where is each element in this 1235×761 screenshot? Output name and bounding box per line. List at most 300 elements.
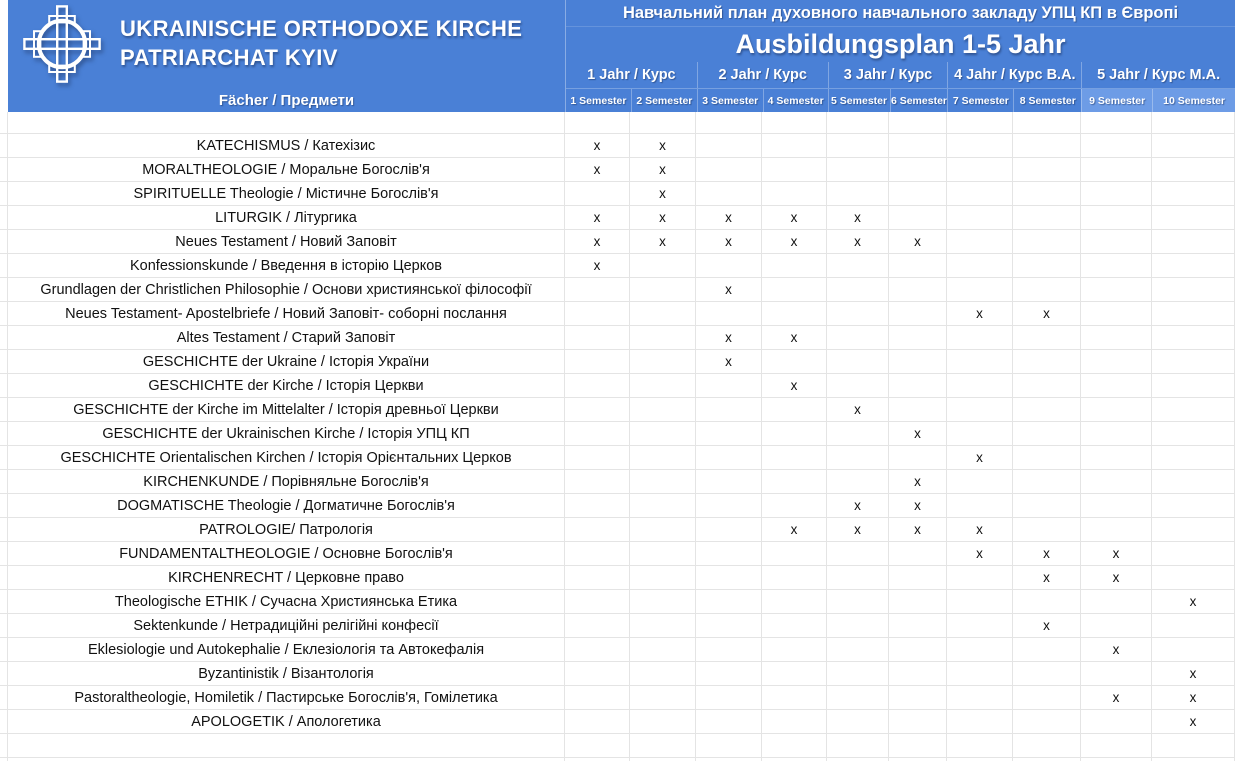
table-row [0, 542, 1235, 566]
mark-cell-sem9 [1081, 590, 1152, 613]
mark-cell-sem10 [1152, 422, 1235, 445]
subject-cell: DOGMATISCHE Theologie / Догматичне Богослів'я [8, 494, 565, 517]
mark-cell-sem9 [1081, 734, 1152, 757]
mark-cell-sem3: x [696, 206, 762, 229]
left-margin-cell [0, 686, 8, 709]
left-margin-cell [0, 494, 8, 517]
mark-cell-sem8 [1013, 326, 1081, 349]
mark-cell-sem9 [1081, 134, 1152, 157]
plan-title-ukrainian: Навчальний план духовного навчального закладу УПЦ КП в Європі [566, 0, 1235, 27]
left-margin-cell [0, 446, 8, 469]
mark-cell-sem2 [630, 422, 696, 445]
mark-cell-sem4 [762, 734, 827, 757]
mark-cell-sem8 [1013, 734, 1081, 757]
subject-cell: FUNDAMENTALTHEOLOGIE / Основне Богослів'я [8, 542, 565, 565]
mark-cell-sem7 [947, 710, 1013, 733]
left-margin-cell [0, 662, 8, 685]
mark-cell-sem4 [762, 398, 827, 421]
mark-cell-sem3 [696, 638, 762, 661]
mark-cell-sem5 [827, 374, 889, 397]
mark-cell-sem3 [696, 134, 762, 157]
org-name-line2: PATRIARCHAT KYIV [120, 45, 338, 70]
subject-cell: GESCHICHTE der Kirche im Mittelalter / Історія древньої Церкви [8, 398, 565, 421]
table-row [0, 686, 1235, 710]
table-row [0, 326, 1235, 350]
mark-cell-sem10 [1152, 470, 1235, 493]
org-name-line1: UKRAINISCHE ORTHODOXE KIRCHE [120, 16, 523, 42]
mark-cell-sem9 [1081, 662, 1152, 685]
semester-header-6: 6 Semester [890, 89, 948, 112]
mark-cell-sem4: x [762, 230, 827, 253]
mark-cell-sem5 [827, 470, 889, 493]
mark-cell-sem9: x [1081, 638, 1152, 661]
mark-cell-sem8 [1013, 350, 1081, 373]
mark-cell-sem8 [1013, 494, 1081, 517]
mark-cell-sem6 [889, 734, 947, 757]
mark-cell-sem2 [630, 254, 696, 277]
mark-cell-sem2 [630, 734, 696, 757]
table-row [0, 638, 1235, 662]
left-margin-cell [0, 278, 8, 301]
mark-cell-sem10 [1152, 112, 1235, 133]
mark-cell-sem2: x [630, 230, 696, 253]
semester-header-10: 10 Semester [1152, 89, 1235, 112]
mark-cell-sem9 [1081, 446, 1152, 469]
mark-cell-sem7 [947, 350, 1013, 373]
mark-cell-sem2 [630, 446, 696, 469]
subject-cell: Sektenkunde / Нетрадиційні релігійні конфесії [8, 614, 565, 637]
mark-cell-sem4 [762, 566, 827, 589]
subject-cell [8, 734, 565, 757]
semester-header-1: 1 Semester [570, 94, 627, 107]
mark-cell-sem1 [565, 350, 630, 373]
mark-cell-sem8 [1013, 662, 1081, 685]
mark-cell-sem2 [630, 278, 696, 301]
table-row [0, 518, 1235, 542]
mark-cell-sem4 [762, 422, 827, 445]
mark-cell-sem6 [889, 134, 947, 157]
mark-cell-sem9 [1081, 182, 1152, 205]
mark-cell-sem6: x [889, 422, 947, 445]
mark-cell-sem3: x [696, 278, 762, 301]
mark-cell-sem1 [565, 710, 630, 733]
table-row [0, 302, 1235, 326]
mark-cell-sem8 [1013, 254, 1081, 277]
mark-cell-sem10 [1152, 134, 1235, 157]
left-margin-cell [0, 542, 8, 565]
mark-cell-sem5 [827, 422, 889, 445]
mark-cell-sem3 [696, 614, 762, 637]
subject-cell: Konfessionskunde / Введення в історію Церков [8, 254, 565, 277]
mark-cell-sem9 [1081, 494, 1152, 517]
mark-cell-sem4: x [762, 326, 827, 349]
table-row [0, 158, 1235, 182]
mark-cell-sem9 [1081, 326, 1152, 349]
mark-cell-sem2: x [630, 206, 696, 229]
mark-cell-sem4 [762, 590, 827, 613]
mark-cell-sem10: x [1152, 662, 1235, 685]
mark-cell-sem6 [889, 112, 947, 133]
mark-cell-sem7: x [947, 302, 1013, 325]
mark-cell-sem3 [696, 590, 762, 613]
mark-cell-sem10 [1152, 302, 1235, 325]
subject-cell: Byzantinistik / Візантологія [8, 662, 565, 685]
mark-cell-sem1 [565, 374, 630, 397]
left-margin-cell [0, 206, 8, 229]
mark-cell-sem6 [889, 638, 947, 661]
mark-cell-sem2 [630, 518, 696, 541]
table-row [0, 470, 1235, 494]
mark-cell-sem2 [630, 112, 696, 133]
mark-cell-sem5 [827, 182, 889, 205]
mark-cell-sem6 [889, 446, 947, 469]
mark-cell-sem9 [1081, 278, 1152, 301]
mark-cell-sem5: x [827, 206, 889, 229]
subject-cell: KATECHISMUS / Катехізис [8, 134, 565, 157]
subject-cell: MORALTHEOLOGIE / Моральне Богослів'я [8, 158, 565, 181]
mark-cell-sem10 [1152, 374, 1235, 397]
mark-cell-sem9 [1081, 518, 1152, 541]
mark-cell-sem7 [947, 254, 1013, 277]
subject-cell: SPIRITUELLE Theologie / Містичне Богослів'я [8, 182, 565, 205]
mark-cell-sem3 [696, 494, 762, 517]
mark-cell-sem7: x [947, 518, 1013, 541]
mark-cell-sem6: x [889, 518, 947, 541]
mark-cell-sem1 [565, 614, 630, 637]
mark-cell-sem4 [762, 112, 827, 133]
mark-cell-sem9 [1081, 470, 1152, 493]
table-row [0, 614, 1235, 638]
mark-cell-sem7 [947, 158, 1013, 181]
mark-cell-sem6 [889, 398, 947, 421]
mark-cell-sem6 [889, 326, 947, 349]
mark-cell-sem6 [889, 662, 947, 685]
mark-cell-sem7 [947, 590, 1013, 613]
mark-cell-sem8 [1013, 470, 1081, 493]
table-row [0, 446, 1235, 470]
table-row [0, 350, 1235, 374]
left-margin-cell [0, 518, 8, 541]
subject-cell: GESCHICHTE der Ukrainischen Kirche / Історія УПЦ КП [8, 422, 565, 445]
mark-cell-sem2 [630, 662, 696, 685]
mark-cell-sem3: x [696, 350, 762, 373]
mark-cell-sem5: x [827, 230, 889, 253]
mark-cell-sem9 [1081, 254, 1152, 277]
mark-cell-sem1: x [565, 230, 630, 253]
mark-cell-sem10 [1152, 566, 1235, 589]
mark-cell-sem6 [889, 590, 947, 613]
mark-cell-sem9 [1081, 350, 1152, 373]
mark-cell-sem1 [565, 182, 630, 205]
mark-cell-sem2 [630, 710, 696, 733]
mark-cell-sem6 [889, 710, 947, 733]
left-margin-cell [0, 350, 8, 373]
semester-header-9: 9 Semester [1081, 89, 1152, 112]
left-margin-cell [0, 112, 8, 133]
mark-cell-sem9 [1081, 614, 1152, 637]
header-right-block [565, 0, 1235, 112]
subject-cell: Altes Testament / Старий Заповіт [8, 326, 565, 349]
semester-header-5: 5 Semester [828, 89, 890, 112]
mark-cell-sem6 [889, 686, 947, 709]
mark-cell-sem9 [1081, 158, 1152, 181]
subject-cell: Eklesiologie und Autokephalie / Еклезіологія та Автокефалія [8, 638, 565, 661]
mark-cell-sem7 [947, 686, 1013, 709]
mark-cell-sem1: x [565, 134, 630, 157]
mark-cell-sem4: x [762, 206, 827, 229]
semester-header-2: 2 Semester [631, 89, 697, 112]
subject-cell: PATROLOGIE/ Патрологія [8, 518, 565, 541]
mark-cell-sem3 [696, 542, 762, 565]
mark-cell-sem10 [1152, 446, 1235, 469]
table-row [0, 662, 1235, 686]
mark-cell-sem3 [696, 302, 762, 325]
mark-cell-sem8 [1013, 206, 1081, 229]
mark-cell-sem4 [762, 134, 827, 157]
mark-cell-sem4 [762, 350, 827, 373]
mark-cell-sem10 [1152, 206, 1235, 229]
mark-cell-sem10: x [1152, 686, 1235, 709]
orthodox-cross-icon [18, 4, 106, 84]
mark-cell-sem6: x [889, 470, 947, 493]
mark-cell-sem4 [762, 470, 827, 493]
semester-header-4: 4 Semester [763, 89, 828, 112]
mark-cell-sem3 [696, 566, 762, 589]
mark-cell-sem9 [1081, 230, 1152, 253]
mark-cell-sem4 [762, 638, 827, 661]
mark-cell-sem7 [947, 662, 1013, 685]
mark-cell-sem8: x [1013, 566, 1081, 589]
left-margin-cell [0, 158, 8, 181]
mark-cell-sem9 [1081, 422, 1152, 445]
mark-cell-sem2: x [630, 158, 696, 181]
mark-cell-sem7 [947, 566, 1013, 589]
mark-cell-sem5 [827, 566, 889, 589]
mark-cell-sem5 [827, 278, 889, 301]
semester-header-8: 8 Semester [1013, 89, 1081, 112]
mark-cell-sem5 [827, 446, 889, 469]
mark-cell-sem9 [1081, 112, 1152, 133]
mark-cell-sem4 [762, 302, 827, 325]
mark-cell-sem5 [827, 326, 889, 349]
mark-cell-sem1 [565, 470, 630, 493]
mark-cell-sem3: x [696, 326, 762, 349]
mark-cell-sem5: x [827, 398, 889, 421]
mark-cell-sem6 [889, 302, 947, 325]
mark-cell-sem10: x [1152, 710, 1235, 733]
mark-cell-sem8 [1013, 518, 1081, 541]
left-margin-cell [0, 734, 8, 757]
mark-cell-sem6 [889, 566, 947, 589]
year-header-1: 1 Jahr / Курс [587, 67, 676, 83]
mark-cell-sem7 [947, 326, 1013, 349]
mark-cell-sem1 [565, 686, 630, 709]
mark-cell-sem9 [1081, 302, 1152, 325]
subject-cell: KIRCHENKUNDE / Порівняльне Богослів'я [8, 470, 565, 493]
mark-cell-sem8 [1013, 422, 1081, 445]
mark-cell-sem10 [1152, 350, 1235, 373]
left-margin-cell [0, 326, 8, 349]
mark-cell-sem6 [889, 278, 947, 301]
mark-cell-sem10 [1152, 278, 1235, 301]
mark-cell-sem7 [947, 734, 1013, 757]
mark-cell-sem7 [947, 422, 1013, 445]
mark-cell-sem4 [762, 686, 827, 709]
mark-cell-sem7 [947, 470, 1013, 493]
subjects-column-header: Fächer / Предмети [218, 91, 355, 109]
subject-cell: GESCHICHTE der Ukraine / Історія України [8, 350, 565, 373]
mark-cell-sem6 [889, 158, 947, 181]
mark-cell-sem8 [1013, 112, 1081, 133]
mark-cell-sem2 [630, 350, 696, 373]
mark-cell-sem5 [827, 686, 889, 709]
mark-cell-sem7 [947, 494, 1013, 517]
mark-cell-sem2 [630, 326, 696, 349]
mark-cell-sem9: x [1081, 686, 1152, 709]
mark-cell-sem8 [1013, 590, 1081, 613]
mark-cell-sem2 [630, 470, 696, 493]
mark-cell-sem2 [630, 638, 696, 661]
mark-cell-sem1 [565, 398, 630, 421]
subject-cell: GESCHICHTE der Kirche / Історія Церкви [8, 374, 565, 397]
mark-cell-sem4: x [762, 518, 827, 541]
mark-cell-sem10: x [1152, 590, 1235, 613]
mark-cell-sem10 [1152, 254, 1235, 277]
mark-cell-sem4 [762, 662, 827, 685]
mark-cell-sem10 [1152, 398, 1235, 421]
mark-cell-sem1: x [565, 206, 630, 229]
mark-cell-sem5 [827, 134, 889, 157]
mark-cell-sem8: x [1013, 614, 1081, 637]
mark-cell-sem10 [1152, 230, 1235, 253]
mark-cell-sem3: x [696, 230, 762, 253]
subject-cell: APOLOGETIK / Апологетика [8, 710, 565, 733]
mark-cell-sem10 [1152, 158, 1235, 181]
mark-cell-sem8 [1013, 158, 1081, 181]
semester-header-3: 3 Semester [697, 89, 763, 112]
mark-cell-sem9: x [1081, 566, 1152, 589]
mark-cell-sem1 [565, 734, 630, 757]
mark-cell-sem5 [827, 350, 889, 373]
table-row [0, 398, 1235, 422]
mark-cell-sem8: x [1013, 302, 1081, 325]
mark-cell-sem3 [696, 662, 762, 685]
mark-cell-sem7 [947, 374, 1013, 397]
mark-cell-sem7 [947, 278, 1013, 301]
mark-cell-sem6: x [889, 494, 947, 517]
table-row [0, 254, 1235, 278]
mark-cell-sem10 [1152, 542, 1235, 565]
left-margin-cell [0, 470, 8, 493]
mark-cell-sem9: x [1081, 542, 1152, 565]
mark-cell-sem10 [1152, 614, 1235, 637]
mark-cell-sem5 [827, 614, 889, 637]
mark-cell-sem3 [696, 686, 762, 709]
mark-cell-sem9 [1081, 374, 1152, 397]
mark-cell-sem1 [565, 302, 630, 325]
left-margin-cell [0, 710, 8, 733]
year-header-5: 5 Jahr / Курс M.A. [1081, 62, 1235, 88]
mark-cell-sem5 [827, 302, 889, 325]
mark-cell-sem1 [565, 638, 630, 661]
year-header-4: 4 Jahr / Курс B.A. [947, 62, 1081, 88]
subject-cell: KIRCHENRECHT / Церковне право [8, 566, 565, 589]
mark-cell-sem7 [947, 230, 1013, 253]
mark-cell-sem7 [947, 398, 1013, 421]
subject-cell: Neues Testament / Новий Заповіт [8, 230, 565, 253]
mark-cell-sem2: x [630, 182, 696, 205]
mark-cell-sem10 [1152, 518, 1235, 541]
mark-cell-sem5 [827, 710, 889, 733]
mark-cell-sem6 [889, 374, 947, 397]
table-row [0, 134, 1235, 158]
table-row [0, 374, 1235, 398]
left-margin-cell [0, 134, 8, 157]
mark-cell-sem8 [1013, 446, 1081, 469]
mark-cell-sem10 [1152, 638, 1235, 661]
mark-cell-sem4: x [762, 374, 827, 397]
mark-cell-sem2 [630, 542, 696, 565]
mark-cell-sem1 [565, 422, 630, 445]
mark-cell-sem6 [889, 206, 947, 229]
mark-cell-sem5: x [827, 518, 889, 541]
mark-cell-sem8 [1013, 278, 1081, 301]
subject-cell: Neues Testament- Apostelbriefe / Новий Заповіт- соборні послання [8, 302, 565, 325]
mark-cell-sem4 [762, 494, 827, 517]
mark-cell-sem1: x [565, 158, 630, 181]
mark-cell-sem7 [947, 112, 1013, 133]
mark-cell-sem4 [762, 446, 827, 469]
mark-cell-sem8: x [1013, 542, 1081, 565]
mark-cell-sem6 [889, 542, 947, 565]
mark-cell-sem4 [762, 614, 827, 637]
mark-cell-sem5 [827, 112, 889, 133]
left-margin-cell [0, 422, 8, 445]
semester-header-7: 7 Semester [947, 89, 1013, 112]
mark-cell-sem7: x [947, 446, 1013, 469]
mark-cell-sem1 [565, 326, 630, 349]
mark-cell-sem3 [696, 470, 762, 493]
mark-cell-sem1: x [565, 254, 630, 277]
plan-title-german: Ausbildungsplan 1-5 Jahr [735, 29, 1066, 59]
mark-cell-sem10 [1152, 734, 1235, 757]
mark-cell-sem5 [827, 590, 889, 613]
table-row [0, 206, 1235, 230]
mark-cell-sem1 [565, 494, 630, 517]
mark-cell-sem8 [1013, 686, 1081, 709]
mark-cell-sem10 [1152, 494, 1235, 517]
mark-cell-sem7: x [947, 542, 1013, 565]
table-row [0, 112, 1235, 134]
subject-cell: Theologische ETHIK / Сучасна Християнська Етика [8, 590, 565, 613]
mark-cell-sem2 [630, 686, 696, 709]
year-header-2: 2 Jahr / Курс [697, 62, 828, 88]
mark-cell-sem5 [827, 662, 889, 685]
mark-cell-sem1 [565, 542, 630, 565]
left-margin-cell [0, 566, 8, 589]
mark-cell-sem4 [762, 542, 827, 565]
mark-cell-sem3 [696, 374, 762, 397]
table-body [0, 112, 1235, 761]
mark-cell-sem1 [565, 112, 630, 133]
mark-cell-sem6 [889, 254, 947, 277]
left-margin-cell [0, 398, 8, 421]
mark-cell-sem2: x [630, 134, 696, 157]
table-row [0, 422, 1235, 446]
table-row [0, 278, 1235, 302]
mark-cell-sem1 [565, 566, 630, 589]
mark-cell-sem3 [696, 182, 762, 205]
